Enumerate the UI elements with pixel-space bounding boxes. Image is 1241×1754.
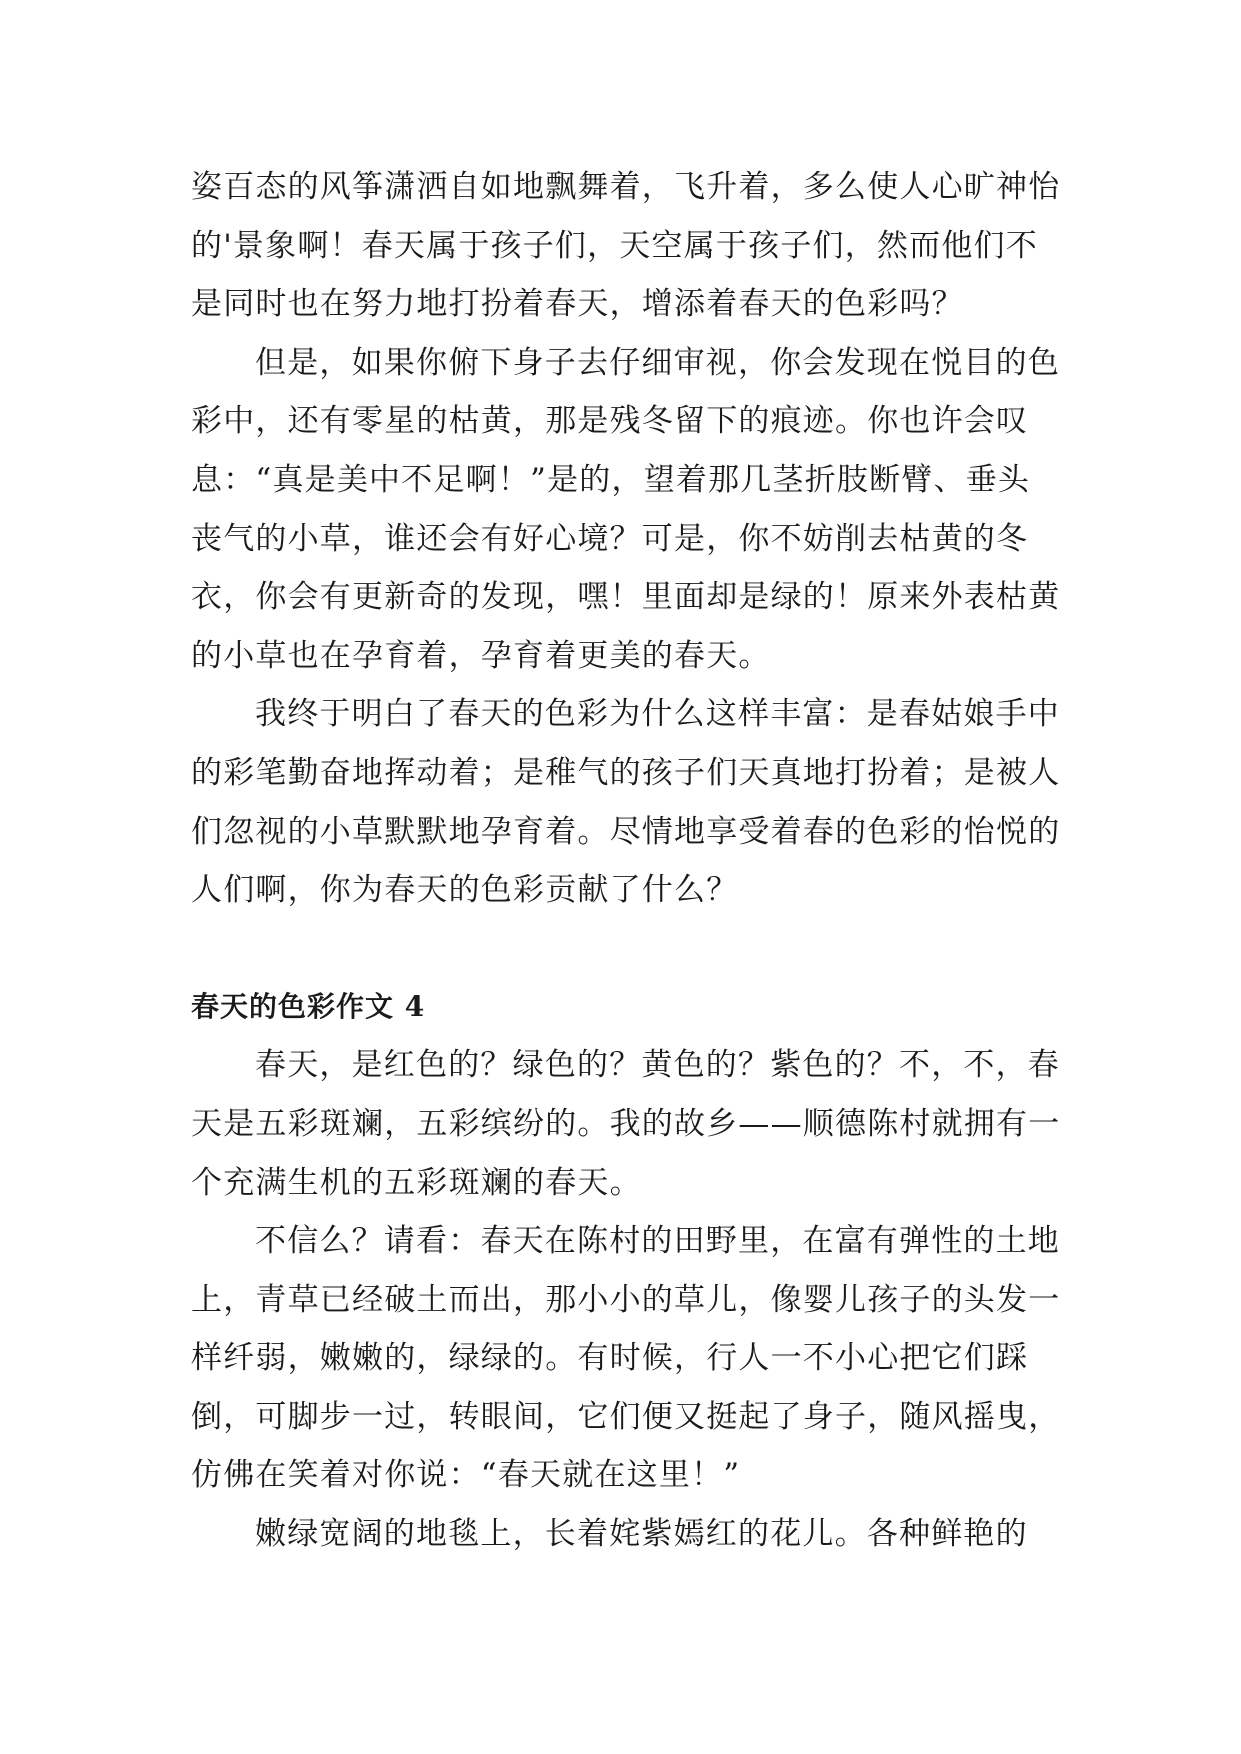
paragraph-colorful-spring: 春天，是红色的？绿色的？黄色的？紫色的？不，不，春天是五彩斑斓，五彩缤纷的。我的故乡——顺德陈村就拥有一个充满生机的五彩斑斓的春天。 [191, 1047, 1061, 1201]
paragraph-conclusion: 我终于明白了春天的色彩为什么这样丰富：是春姑娘手中的彩笔勤奋地挥动着；是稚气的孩子们天真地打扮着；是被人们忽视的小草默默地孕育着。尽情地享受着春的色彩的怡悦的人们啊，你为春天的色彩贡献了什么？ [191, 696, 1061, 909]
section-title: 春天的色彩作文 4 [191, 989, 426, 1023]
paragraph-kites: 姿百态的风筝潇洒自如地飘舞着，飞升着，多么使人心旷神怡的'景象啊！春天属于孩子们，天空属于孩子们，然而他们不是同时也在努力地打扮着春天，增添着春天的色彩吗？ [191, 169, 1061, 323]
paragraph-fields: 不信么？请看：春天在陈村的田野里，在富有弹性的土地上，青草已经破土而出，那小小的草儿，像婴儿孩子的头发一样纤弱，嫩嫩的，绿绿的。有时候，行人一不小心把它们踩倒，可脚步一过，转眼间，它们便又挺起了身子，随风摇曳，仿佛在笑着对你说：“春天就在这里！” [191, 1223, 1061, 1494]
paragraph-withered-grass: 但是，如果你俯下身子去仔细审视，你会发现在悦目的色彩中，还有零星的枯黄，那是残冬留下的痕迹。你也许会叹息：“真是美中不足啊！”是的，望着那几茎折肢断臂、垂头丧气的小草，谁还会有好心境？可是，你不妨削去枯黄的冬衣，你会有更新奇的发现，嘿！里面却是绿的！原来外表枯黄的小草也在孕育着，孕育着更美的春天。 [191, 344, 1061, 674]
document-body [191, 158, 1061, 1564]
paragraph-flowers: 嫩绿宽阔的地毯上，长着姹紫嫣红的花儿。各种鲜艳的 [255, 1516, 1028, 1553]
